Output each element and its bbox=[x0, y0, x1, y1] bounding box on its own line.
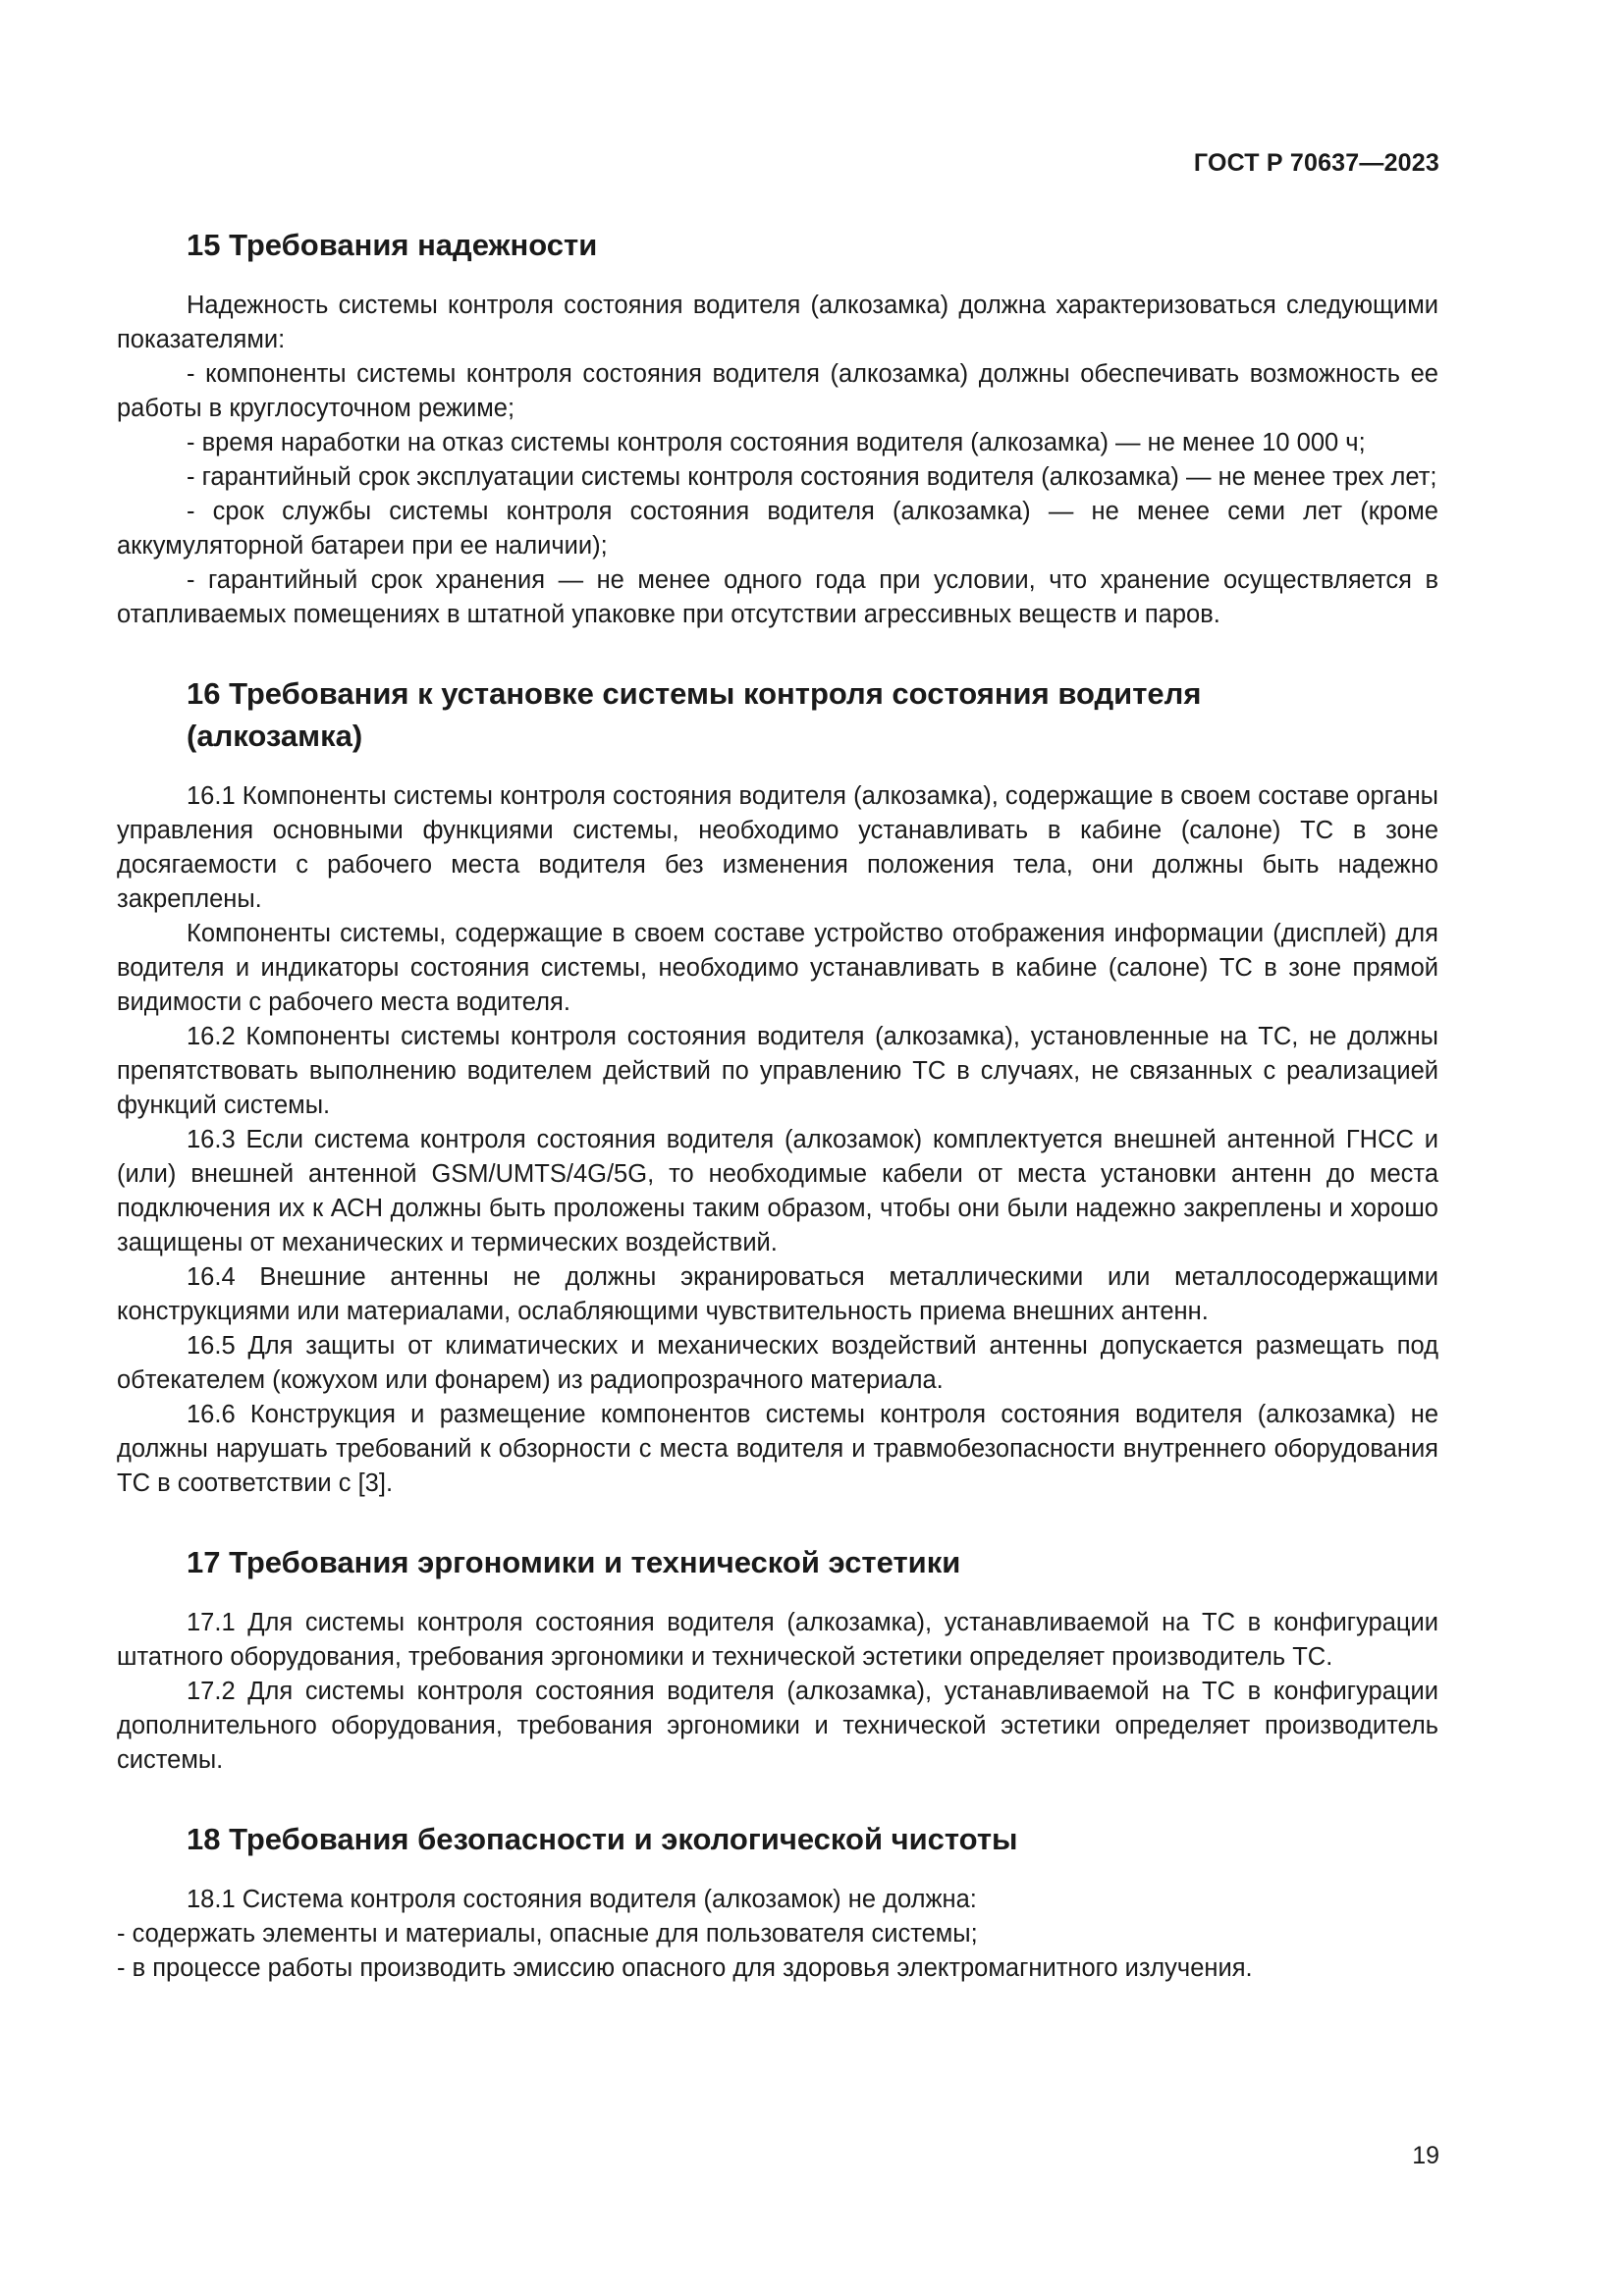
document-body bbox=[117, 224, 1438, 1986]
clause-16-3: 16.3 Если система контроля состояния водителя (алкозамок) комплектуется внешней антенной ГНСС и (или) внешней антенной GSM/UMTS/4G/5G, то необходимые кабели от места установки антенн до места подключения их к АСН должны быть проложены таким образом, чтобы они были надежно закреплены и хорошо защищены от механических и термических воздействий. bbox=[117, 1126, 1438, 1256]
section-15-item-1: - компоненты системы контроля состояния водителя (алкозамка) должны обеспечивать возможность ее работы в круглосуточном режиме; bbox=[117, 360, 1438, 422]
section-15-item-4: - срок службы системы контроля состояния водителя (алкозамка) — не менее семи лет (кроме аккумуляторной батареи при ее наличии); bbox=[117, 498, 1438, 560]
section-18 bbox=[117, 1818, 1438, 1986]
clause-16-1-display: Компоненты системы, содержащие в своем составе устройство отображения информации (дисплей) для водителя и индикаторы состояния системы, необходимо устанавливать в кабине (салоне) ТС в зоне прямой видимости с рабочего места водителя. bbox=[117, 920, 1438, 1016]
clause-18-1: 18.1 Система контроля состояния водителя (алкозамок) не должна: bbox=[187, 1886, 977, 1913]
document-code: ГОСТ Р 70637—2023 bbox=[1193, 149, 1439, 177]
section-15-item-2: - время наработки на отказ системы контроля состояния водителя (алкозамка) — не менее 10 000 ч; bbox=[187, 429, 1366, 456]
clause-16-5: 16.5 Для защиты от климатических и механических воздействий антенны допускается размещать под обтекателем (кожухом или фонарем) из радиопрозрачного материала. bbox=[117, 1332, 1438, 1394]
section-15-item-5: - гарантийный срок хранения — не менее одного года при условии, что хранение осуществляется в отапливаемых помещениях в штатной упаковке при отсутствии агрессивных веществ и паров. bbox=[117, 566, 1438, 628]
clause-17-2: 17.2 Для системы контроля состояния водителя (алкозамка), устанавливаемой на ТС в конфигурации дополнительного оборудования, требования эргономики и технической эстетики определяет производитель системы. bbox=[117, 1678, 1438, 1774]
clause-16-2: 16.2 Компоненты системы контроля состояния водителя (алкозамка), установленные на ТС, не должны препятствовать выполнению водителем действий по управлению ТС в случаях, не связанных с реализацией функций системы. bbox=[117, 1023, 1438, 1119]
clause-18-1-item-2: - в процессе работы производить эмиссию опасного для здоровья электромагнитного излучения. bbox=[117, 1954, 1253, 1982]
clause-16-4: 16.4 Внешние антенны не должны экранироваться металлическими или металлосодержащими конструкциями или материалами, ослабляющими чувствительность приема внешних антенн. bbox=[117, 1263, 1438, 1325]
section-15-title: 15 Требования надежности bbox=[187, 228, 598, 262]
section-16 bbox=[117, 672, 1438, 1501]
clause-17-1: 17.1 Для системы контроля состояния водителя (алкозамка), устанавливаемой на ТС в конфигурации штатного оборудования, требования эргономики и технической эстетики определяет производитель ТС. bbox=[117, 1609, 1438, 1671]
section-17-title: 17 Требования эргономики и технической эстетики bbox=[187, 1545, 961, 1579]
clause-16-6: 16.6 Конструкция и размещение компонентов системы контроля состояния водителя (алкозамка) не должны нарушать требований к обзорности с места водителя и травмобезопасности внутреннего оборудования ТС в соответствии с [3]. bbox=[117, 1401, 1438, 1497]
clause-18-1-item-1: - содержать элементы и материалы, опасные для пользователя системы; bbox=[117, 1920, 978, 1948]
clause-16-1: 16.1 Компоненты системы контроля состояния водителя (алкозамка), содержащие в своем составе органы управления основными функциями системы, необходимо устанавливать в кабине (салоне) ТС в зоне досягаемости с рабочего места водителя без изменения положения тела, они должны быть надежно закреплены. bbox=[117, 782, 1438, 913]
section-15 bbox=[117, 224, 1438, 632]
section-15-intro: Надежность системы контроля состояния водителя (алкозамка) должна характеризоваться следующими показателями: bbox=[117, 292, 1438, 353]
section-16-title-line-2: (алкозамка) bbox=[187, 719, 363, 753]
section-16-title-line-1: 16 Требования к установке системы контроля состояния водителя bbox=[187, 676, 1202, 711]
page-number: 19 bbox=[1412, 2142, 1439, 2169]
section-15-item-3: - гарантийный срок эксплуатации системы контроля состояния водителя (алкозамка) — не менее трех лет; bbox=[187, 463, 1437, 491]
section-17 bbox=[117, 1541, 1438, 1778]
section-18-title: 18 Требования безопасности и экологической чистоты bbox=[187, 1822, 1018, 1856]
section-16-title bbox=[187, 672, 1438, 757]
